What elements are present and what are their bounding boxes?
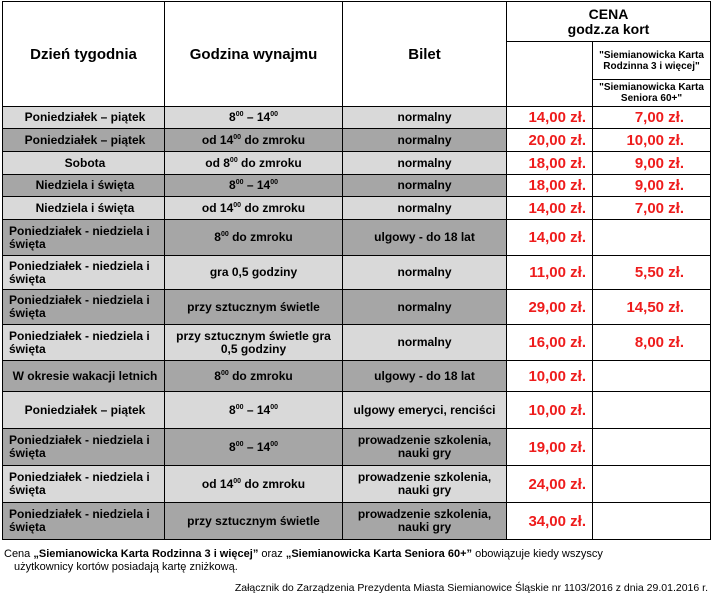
row-day: Niedziela i święta (3, 197, 165, 220)
row-hours-minutes: 00 (220, 231, 229, 238)
header-price-blank (507, 42, 593, 107)
footer-note (4, 548, 708, 574)
row-day: Poniedziałek – piątek (3, 392, 165, 429)
row-hours-text-mid: – 14 (243, 110, 271, 124)
row-card-price (593, 503, 711, 540)
footer-attachment: Załącznik do Zarządzenia Prezydenta Miasta Siemianowice Śląskie nr 1103/2016 z dnia 29.01.2016 r. (234, 582, 708, 594)
row-day: W okresie wakacji letnich (3, 361, 165, 392)
row-price: 24,00 zł. (507, 466, 593, 503)
footer-note-c: oraz (258, 548, 286, 560)
row-card-price: 7,00 zł. (593, 107, 711, 129)
header-card-senior: "Siemianowicka Karta Seniora 60+" (593, 80, 711, 107)
header-price-title: CENA (588, 5, 629, 22)
row-price: 16,00 zł. (507, 325, 593, 361)
row-hours-text: 8 (229, 178, 236, 192)
row-day: Poniedziałek – piątek (3, 107, 165, 129)
row-hours-minutes-end: 00 (270, 440, 278, 448)
row-hours-minutes: 00 (233, 133, 242, 141)
row-ticket: normalny (343, 197, 507, 220)
row-day: Poniedziałek - niedziela i święta (3, 466, 165, 503)
row-ticket: normalny (343, 107, 507, 129)
row-hours-minutes: 00 (229, 156, 238, 164)
row-card-price: 9,00 zł. (593, 152, 711, 175)
row-hours-text: przy sztucznym świetle (187, 513, 320, 528)
row-card-price: 7,00 zł. (593, 197, 711, 220)
table-row (3, 392, 711, 429)
row-day: Sobota (3, 152, 165, 175)
row-price: 10,00 zł. (507, 361, 593, 392)
row-hours (165, 361, 343, 392)
row-card-price (593, 429, 711, 466)
row-ticket: normalny (343, 325, 507, 361)
footer-note-a: Cena (4, 548, 34, 560)
row-ticket: normalny (343, 129, 507, 152)
table-row (3, 361, 711, 392)
row-hours-text-mid: – 14 (243, 402, 271, 417)
row-hours-minutes: 00 (235, 111, 244, 118)
row-ticket: normalny (343, 175, 507, 197)
row-ticket: ulgowy - do 18 lat (343, 220, 507, 256)
row-hours-text: przy sztucznym świetle (187, 299, 320, 314)
row-hours-text: od 14 (201, 200, 234, 215)
row-hours (165, 107, 343, 129)
table-row (3, 129, 711, 152)
row-ticket: prowadzenie szkolenia, nauki gry (343, 466, 507, 503)
row-hours-text: przy sztucznym świetle gra 0,5 godziny (176, 328, 331, 356)
row-card-price (593, 220, 711, 256)
row-price: 11,00 zł. (507, 256, 593, 290)
row-ticket: normalny (343, 152, 507, 175)
header-price (507, 2, 711, 42)
table-row (3, 220, 711, 256)
row-hours-minutes: 00 (233, 477, 242, 485)
price-table (2, 1, 711, 540)
row-ticket: prowadzenie szkolenia, nauki gry (343, 503, 507, 540)
table-row (3, 503, 711, 540)
table-row (3, 152, 711, 175)
table-row (3, 107, 711, 129)
row-hours-minutes: 00 (235, 440, 244, 448)
row-hours (165, 290, 343, 325)
row-hours-minutes-end: 00 (270, 111, 278, 118)
row-hours (165, 466, 343, 503)
row-hours-text-mid: do zmroku (241, 132, 306, 147)
row-hours-text-mid: do zmroku (241, 476, 306, 491)
row-day: Niedziela i święta (3, 175, 165, 197)
row-hours-minutes-end: 00 (270, 403, 278, 411)
row-card-price: 5,50 zł. (593, 256, 711, 290)
row-hours-text-mid: do zmroku (228, 230, 293, 244)
row-hours-text: gra 0,5 godziny (209, 265, 298, 279)
row-hours (165, 325, 343, 361)
row-ticket: ulgowy - do 18 lat (343, 361, 507, 392)
row-price: 18,00 zł. (507, 152, 593, 175)
row-day: Poniedziałek - niedziela i święta (3, 220, 165, 256)
row-price: 20,00 zł. (507, 129, 593, 152)
row-day: Poniedziałek - niedziela i święta (3, 503, 165, 540)
row-hours-text: 8 (214, 368, 221, 383)
row-hours-text-mid: do zmroku (228, 368, 293, 383)
header-card-family: "Siemianowicka Karta Rodzinna 3 i więcej" (593, 42, 711, 80)
row-day: Poniedziałek – piątek (3, 129, 165, 152)
row-day: Poniedziałek - niedziela i święta (3, 325, 165, 361)
row-hours-text: 8 (229, 439, 236, 454)
row-ticket: normalny (343, 290, 507, 325)
row-card-price (593, 361, 711, 392)
footer-note-line2: użytkownicy kortów posiadają kartę zniżkową. (14, 561, 238, 573)
row-price: 29,00 zł. (507, 290, 593, 325)
row-hours-minutes: 00 (233, 201, 242, 209)
row-price: 14,00 zł. (507, 107, 593, 129)
row-hours-text: 8 (229, 110, 236, 124)
row-hours-text: 8 (229, 402, 236, 417)
table-row (3, 256, 711, 290)
row-hours (165, 197, 343, 220)
row-hours (165, 129, 343, 152)
table-row (3, 197, 711, 220)
row-hours-minutes: 00 (235, 403, 244, 411)
row-card-price: 10,00 zł. (593, 129, 711, 152)
row-hours-text-mid: do zmroku (241, 200, 306, 215)
table-row (3, 290, 711, 325)
row-card-price (593, 466, 711, 503)
row-hours-text: od 14 (201, 132, 234, 147)
row-price: 14,00 zł. (507, 197, 593, 220)
row-card-price: 8,00 zł. (593, 325, 711, 361)
row-hours (165, 152, 343, 175)
row-price: 10,00 zł. (507, 392, 593, 429)
row-day: Poniedziałek - niedziela i święta (3, 429, 165, 466)
row-day: Poniedziałek - niedziela i święta (3, 256, 165, 290)
row-hours-text-mid: do zmroku (237, 155, 302, 170)
row-hours-minutes-end: 00 (270, 179, 278, 186)
row-price: 34,00 zł. (507, 503, 593, 540)
row-hours-text: 8 (214, 230, 221, 244)
row-hours-text-mid: – 14 (243, 439, 271, 454)
header-price-subtitle: godz.za kort (567, 20, 650, 37)
table-row (3, 466, 711, 503)
header-hours: Godzina wynajmu (165, 2, 343, 107)
row-hours-minutes: 00 (220, 369, 229, 377)
header-ticket: Bilet (343, 2, 507, 107)
row-hours (165, 175, 343, 197)
row-card-price: 9,00 zł. (593, 175, 711, 197)
row-ticket: prowadzenie szkolenia, nauki gry (343, 429, 507, 466)
footer-note-card-senior: „Siemianowicka Karta Seniora 60+” (285, 548, 473, 560)
row-hours-text: od 8 (205, 155, 230, 170)
row-card-price (593, 392, 711, 429)
footer-note-card-family: „Siemianowicka Karta Rodzinna 3 i więcej” (33, 548, 259, 560)
row-hours-minutes: 00 (235, 179, 244, 186)
row-hours (165, 220, 343, 256)
row-hours-text: od 14 (201, 476, 234, 491)
header-day: Dzień tygodnia (3, 2, 165, 107)
table-row (3, 429, 711, 466)
row-hours-text-mid: – 14 (243, 178, 271, 192)
row-hours (165, 392, 343, 429)
row-price: 14,00 zł. (507, 220, 593, 256)
row-hours (165, 256, 343, 290)
row-card-price: 14,50 zł. (593, 290, 711, 325)
row-price: 18,00 zł. (507, 175, 593, 197)
row-ticket: ulgowy emeryci, renciści (343, 392, 507, 429)
row-hours (165, 429, 343, 466)
table-row (3, 325, 711, 361)
table-row (3, 175, 711, 197)
row-hours (165, 503, 343, 540)
row-price: 19,00 zł. (507, 429, 593, 466)
footer-note-e: obowiązuje kiedy wszyscy (472, 548, 603, 560)
row-day: Poniedziałek - niedziela i święta (3, 290, 165, 325)
row-ticket: normalny (343, 256, 507, 290)
